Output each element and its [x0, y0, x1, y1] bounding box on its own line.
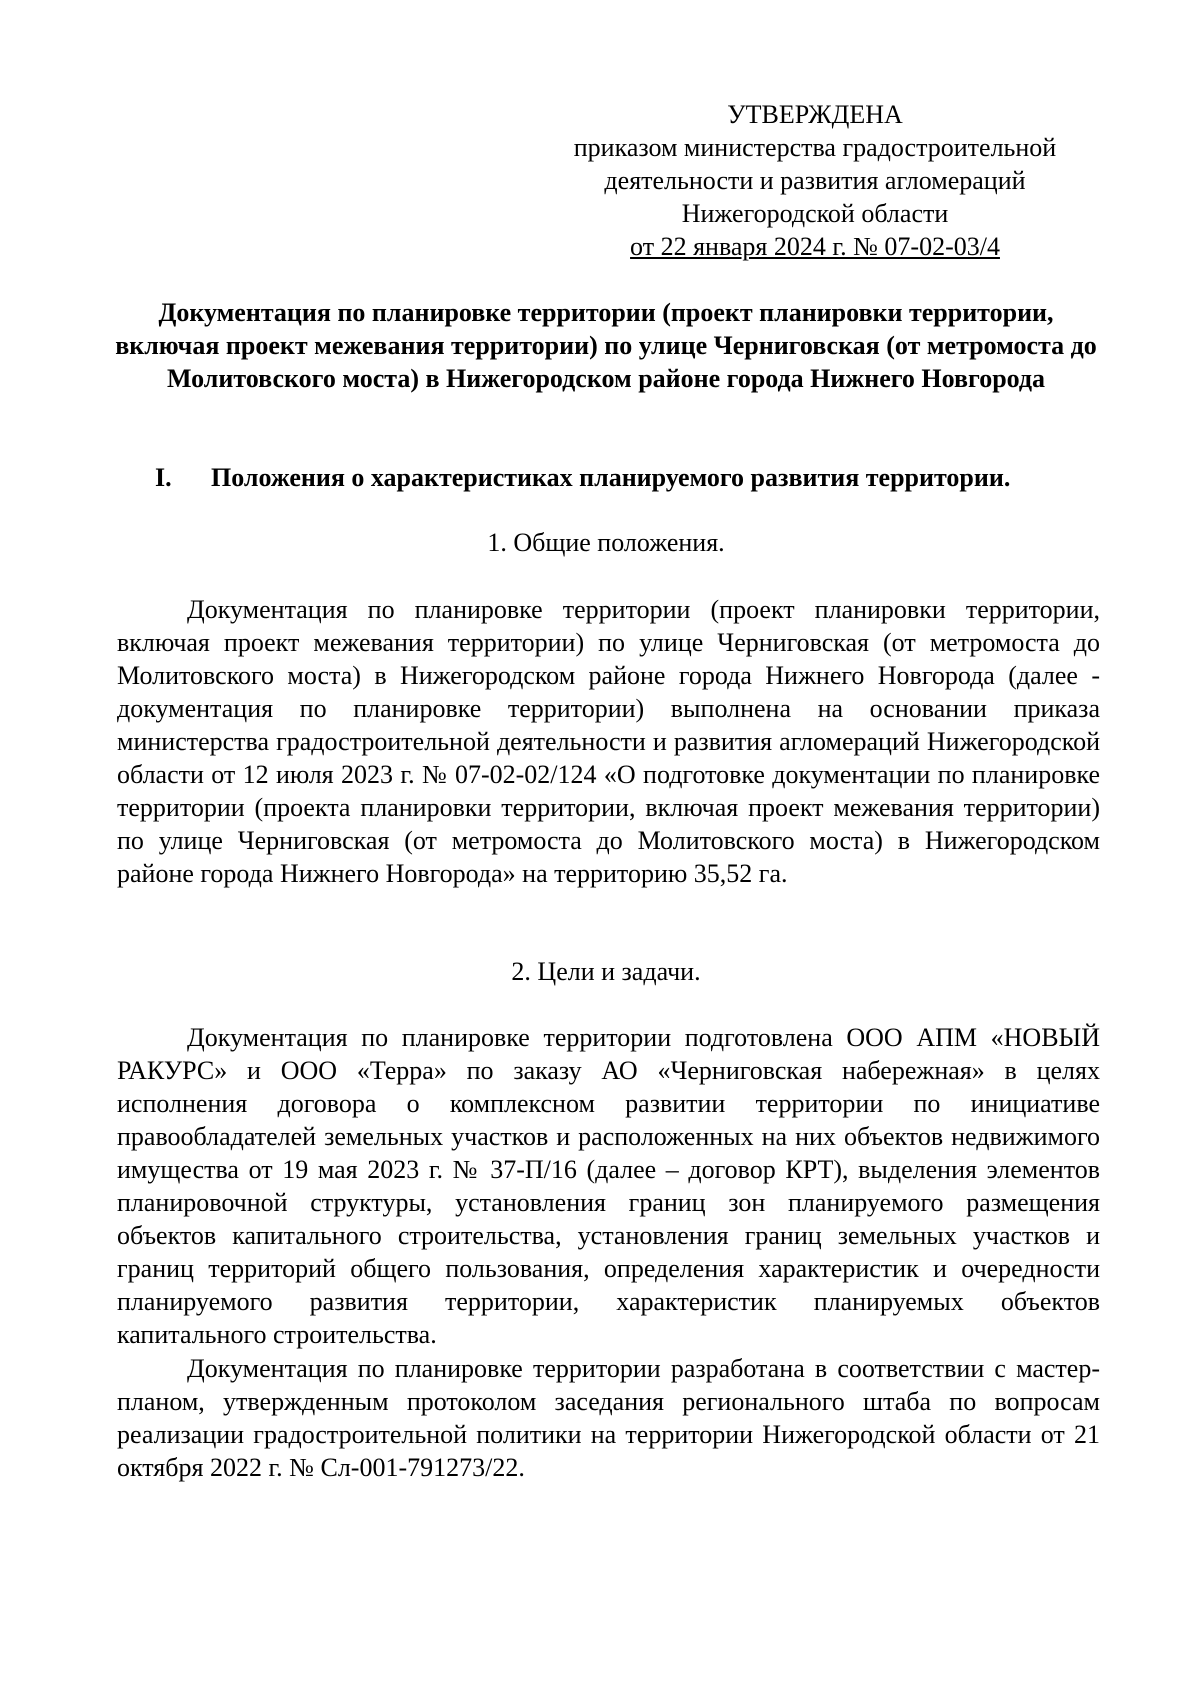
- approval-line-3: Нижегородской области: [681, 199, 949, 228]
- approval-line-2: деятельности и развития агломераций: [604, 166, 1026, 195]
- section-heading: [155, 462, 1100, 494]
- subsection-2-paragraph-2: Документация по планировке территории разработана в соответствии с мастер-планом, утвержденным протоколом заседания регионального штаба по вопросам реализации градостроительной политики на территории Нижегородской области от 21 октября 2022 г. № Сл-001-791273/22.: [117, 1354, 1100, 1482]
- section-number: I.: [155, 463, 172, 492]
- subsection-1-paragraph: Документация по планировке территории (проект планировки территории, включая проект межевания территории) по улице Черниговская (от метромоста до Молитовского моста) в Нижегородском районе города Нижнего Новгорода (далее - документация по планировке территории) выполнена на основании приказа министерства градостроительной деятельности и развития агломераций Нижегородской области от 12 июля 2023 г. № 07-02-02/124 «О подготовке документации по планировке территории (проекта планировки территории, включая проект межевания территории) по улице Черниговская (от метромоста до Молитовского моста) в Нижегородском районе города Нижнего Новгорода» на территорию 35,52 га.: [117, 595, 1100, 888]
- approval-date: от 22 января 2024 г. № 07-02-03/4: [630, 232, 1000, 261]
- subsection-1-heading: 1. Общие положения.: [487, 528, 725, 557]
- document-title: Документация по планировке территории (проект планировки территории, включая проект межевания территории) по улице Черниговская (от метромоста до Молитовского моста) в Нижегородском районе города Нижнего Новгорода: [115, 298, 1097, 393]
- approval-block: [540, 98, 1090, 263]
- approval-stamp: УТВЕРЖДЕНА: [727, 100, 903, 129]
- section-heading-text: Положения о характеристиках планируемого развития территории.: [211, 463, 1011, 492]
- subsection-2-paragraph-1: Документация по планировке территории подготовлена ООО АПМ «НОВЫЙ РАКУРС» и ООО «Терра» по заказу АО «Черниговская набережная» в целях исполнения договора о комплексном развитии территории по инициативе правообладателей земельных участков и расположенных на них объектов недвижимого имущества от 19 мая 2023 г. № 37-П/16 (далее – договор КРТ), выделения элементов планировочной структуры, установления границ зон планируемого размещения объектов капитального строительства, установления границ земельных участков и границ территорий общего пользования, определения характеристик и очередности планируемого развития территории, характеристик планируемых объектов капитального строительства.: [117, 1023, 1100, 1349]
- subsection-2-heading: 2. Цели и задачи.: [511, 957, 701, 986]
- approval-line-1: приказом министерства градостроительной: [573, 133, 1057, 162]
